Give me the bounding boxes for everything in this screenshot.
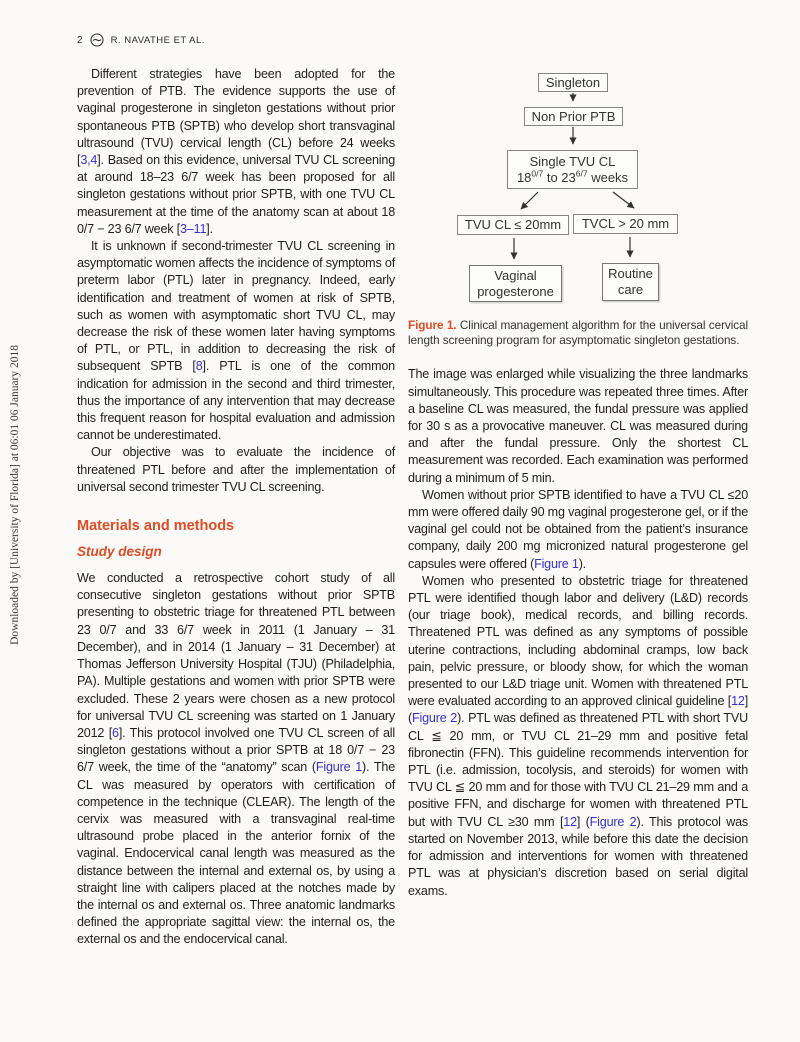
left-column	[77, 58, 395, 949]
figure-caption: Figure 1. Clinical management algorithm for the universal cervical length screening program for asymptomatic singleton gestations.	[408, 318, 748, 348]
flow-node-label: TVCL > 20 mm	[581, 216, 670, 231]
section-heading-materials-and-methods: Materials and methods	[77, 518, 235, 535]
subsection-heading-study-design: Study design	[77, 544, 162, 560]
download-watermark: Downloaded by [University of Florida] at 06:01 06 January 2018	[9, 345, 21, 645]
flow-node-tvcl-gt-20mm	[573, 214, 678, 234]
running-head: R. NAVATHE ET AL.	[110, 34, 205, 46]
flow-node-label: Singleton	[545, 74, 601, 90]
page-header	[77, 33, 205, 47]
paragraph: Women without prior SPTB identified to have a TVU CL ≤20 mm were offered daily 90 mg vaginal progesterone gel, or if the vaginal gel could not be obtained from the patient’s insurance company, daily 200 mg micronized natural progesterone gel capsules were offered (Figure 1).	[408, 487, 748, 571]
citation-link[interactable]: Figure 1	[534, 556, 579, 571]
citation-link[interactable]: 3–11	[179, 221, 207, 236]
flow-node-single-tvu-cl	[507, 150, 638, 189]
paragraph: Different strategies have been adopted for the prevention of PTB. The evidence supports the use of vaginal progesterone in singleton gestations without prior spontaneous PTB (SPTB) who develop short transvaginal ultrasound (TVU) cervical length (CL) before 24 weeks [3,4]. Based on this evidence, universal TVU CL screening at around 18–23 6/7 week has been proposed for all singleton gestations without prior SPTB, with one TVU CL measurement at the time of the anatomy scan at about 18 0/7 − 23 6/7 week [3–11].	[77, 67, 395, 236]
flow-node-label: care	[617, 282, 644, 297]
flow-node-label: Vaginal	[494, 267, 537, 283]
flow-node-label: progesterone	[477, 283, 554, 299]
flow-node-label: Non Prior PTB	[531, 108, 616, 124]
paragraph: It is unknown if second-trimester TVU CL screening in asymptomatic women affects the incidence of symptoms of preterm labor (PTL) later in pregnancy. Indeed, early identification and treatment of women at risk of SPTB, such as women with asymptomatic short TVU CL, may decrease the risk of these women later having symptoms of PTL, or PTL, in addition to decreasing the risk of subsequent SPTB [8]. PTL is one of the common indication for admission in the second and third trimester, thus the importance of any intervention that may decrease this frequent reason for hospital evaluation and admission cannot be underestimated.	[77, 239, 395, 443]
page-number: 2	[77, 34, 83, 46]
flow-node-label: TVU CL ≤ 20mm	[464, 217, 562, 232]
flow-node-singleton	[538, 73, 608, 92]
flow-node-label: Single TVU CL	[529, 153, 616, 169]
flow-node-label: Routine	[608, 266, 653, 281]
flow-node-vaginal-progesterone	[469, 265, 562, 302]
flow-node-non-prior-ptb	[524, 107, 623, 126]
citation-link[interactable]: Figure 1	[315, 760, 363, 775]
flow-node-routine-care	[602, 263, 659, 301]
paragraph: The image was enlarged while visualizing the three landmarks simultaneously. This procedure was repeated three times. After a baseline CL was measured, the fundal pressure was applied for 30 s as a provocative maneuver. CL was measured during and after the fundal pressure. Only the shortest CL measurement was recorded. Each examination was performed during a minimum of 5 min.	[408, 367, 748, 485]
right-column	[408, 58, 748, 900]
citation-link[interactable]: Figure 2	[412, 711, 458, 726]
flow-node-tvu-cl-le-20mm	[457, 215, 569, 235]
citation-link[interactable]: 3,4	[80, 153, 98, 168]
citation-link[interactable]: 12	[563, 814, 577, 829]
citation-link[interactable]: 8	[195, 359, 203, 374]
citation-link[interactable]: 6	[112, 725, 119, 740]
paragraph: We conducted a retrospective cohort study of all consecutive singleton gestations without prior SPTB presenting to obstetric triage for threatened PTL between 23 0/7 and 33 6/7 week in 2011 (1 January – 31 December), and in 2014 (1 January – 31 December) at Thomas Jefferson University Hospital (TJU) (Philadelphia, PA). Multiple gestations and women with prior SPTB were excluded. These 2 years were chosen as a new protocol for universal TVU CL screening was started on 1 January 2012 [6]. This protocol involved one TVU CL screen of all singleton gestations without a prior SPTB at 18 0/7 − 23 6/7 week, the time of the “anatomy” scan (Figure 1). The CL was measured by operators with certification of competence in the technique (CLEAR). The length of the cervix was measured with a transvaginal real-time ultrasound probe placed in the anterior fornix of the vaginal. Endocervical canal length was measured as the distance between the internal and external os, by using a straight line with calipers placed at the notches made by the internal os and external os. Three anatomic landmarks defined the appropriate sagittal view: the internal os, the external os and the endocervical canal.	[77, 571, 396, 947]
flow-node-label: $18^{0/7}$ to $23^{6/7}$ weeks	[516, 168, 629, 185]
publisher-logo-icon	[90, 33, 104, 47]
paragraph: Our objective was to evaluate the incidence of threatened PTL before and after the implementation of universal second trimester TVU CL screening.	[77, 445, 395, 494]
figure-1-flowchart	[408, 66, 748, 306]
citation-link[interactable]: Figure 2	[589, 814, 637, 829]
paragraph: Women who presented to obstetric triage for threatened PTL were identified though labor and delivery (L&D) records (our triage book), medical records, and billing records. Threatened PTL was defined as any symptoms of possible uterine contractions, including abdominal cramps, low back pain, pelvic pressure, or bloody show, for which the woman presented to our L&D triage unit. Women with threatened PTL were evaluated according to an approved clinical guideline [12] (Figure 2). PTL was defined as threatened PTL with short TVU CL ≦ 20 mm, or TVU CL 21–29 mm and positive fetal fibronectin (FFN). This guideline recommends intervention for PTL (i.e. admission, tocolysis, and steroids) for women with TVU CL ≦ 20 mm and for those with TVU CL 21–29 mm and a positive FFN, and discharge for women with threatened PTL but with TVU CL ≥30 mm [12] (Figure 2). This protocol was started on November 2013, while before this date the decision for admission and interventions for women with threatened PTL was at physician’s discretion based on serial digital exams.	[408, 573, 749, 898]
citation-link[interactable]: 12	[731, 694, 745, 709]
